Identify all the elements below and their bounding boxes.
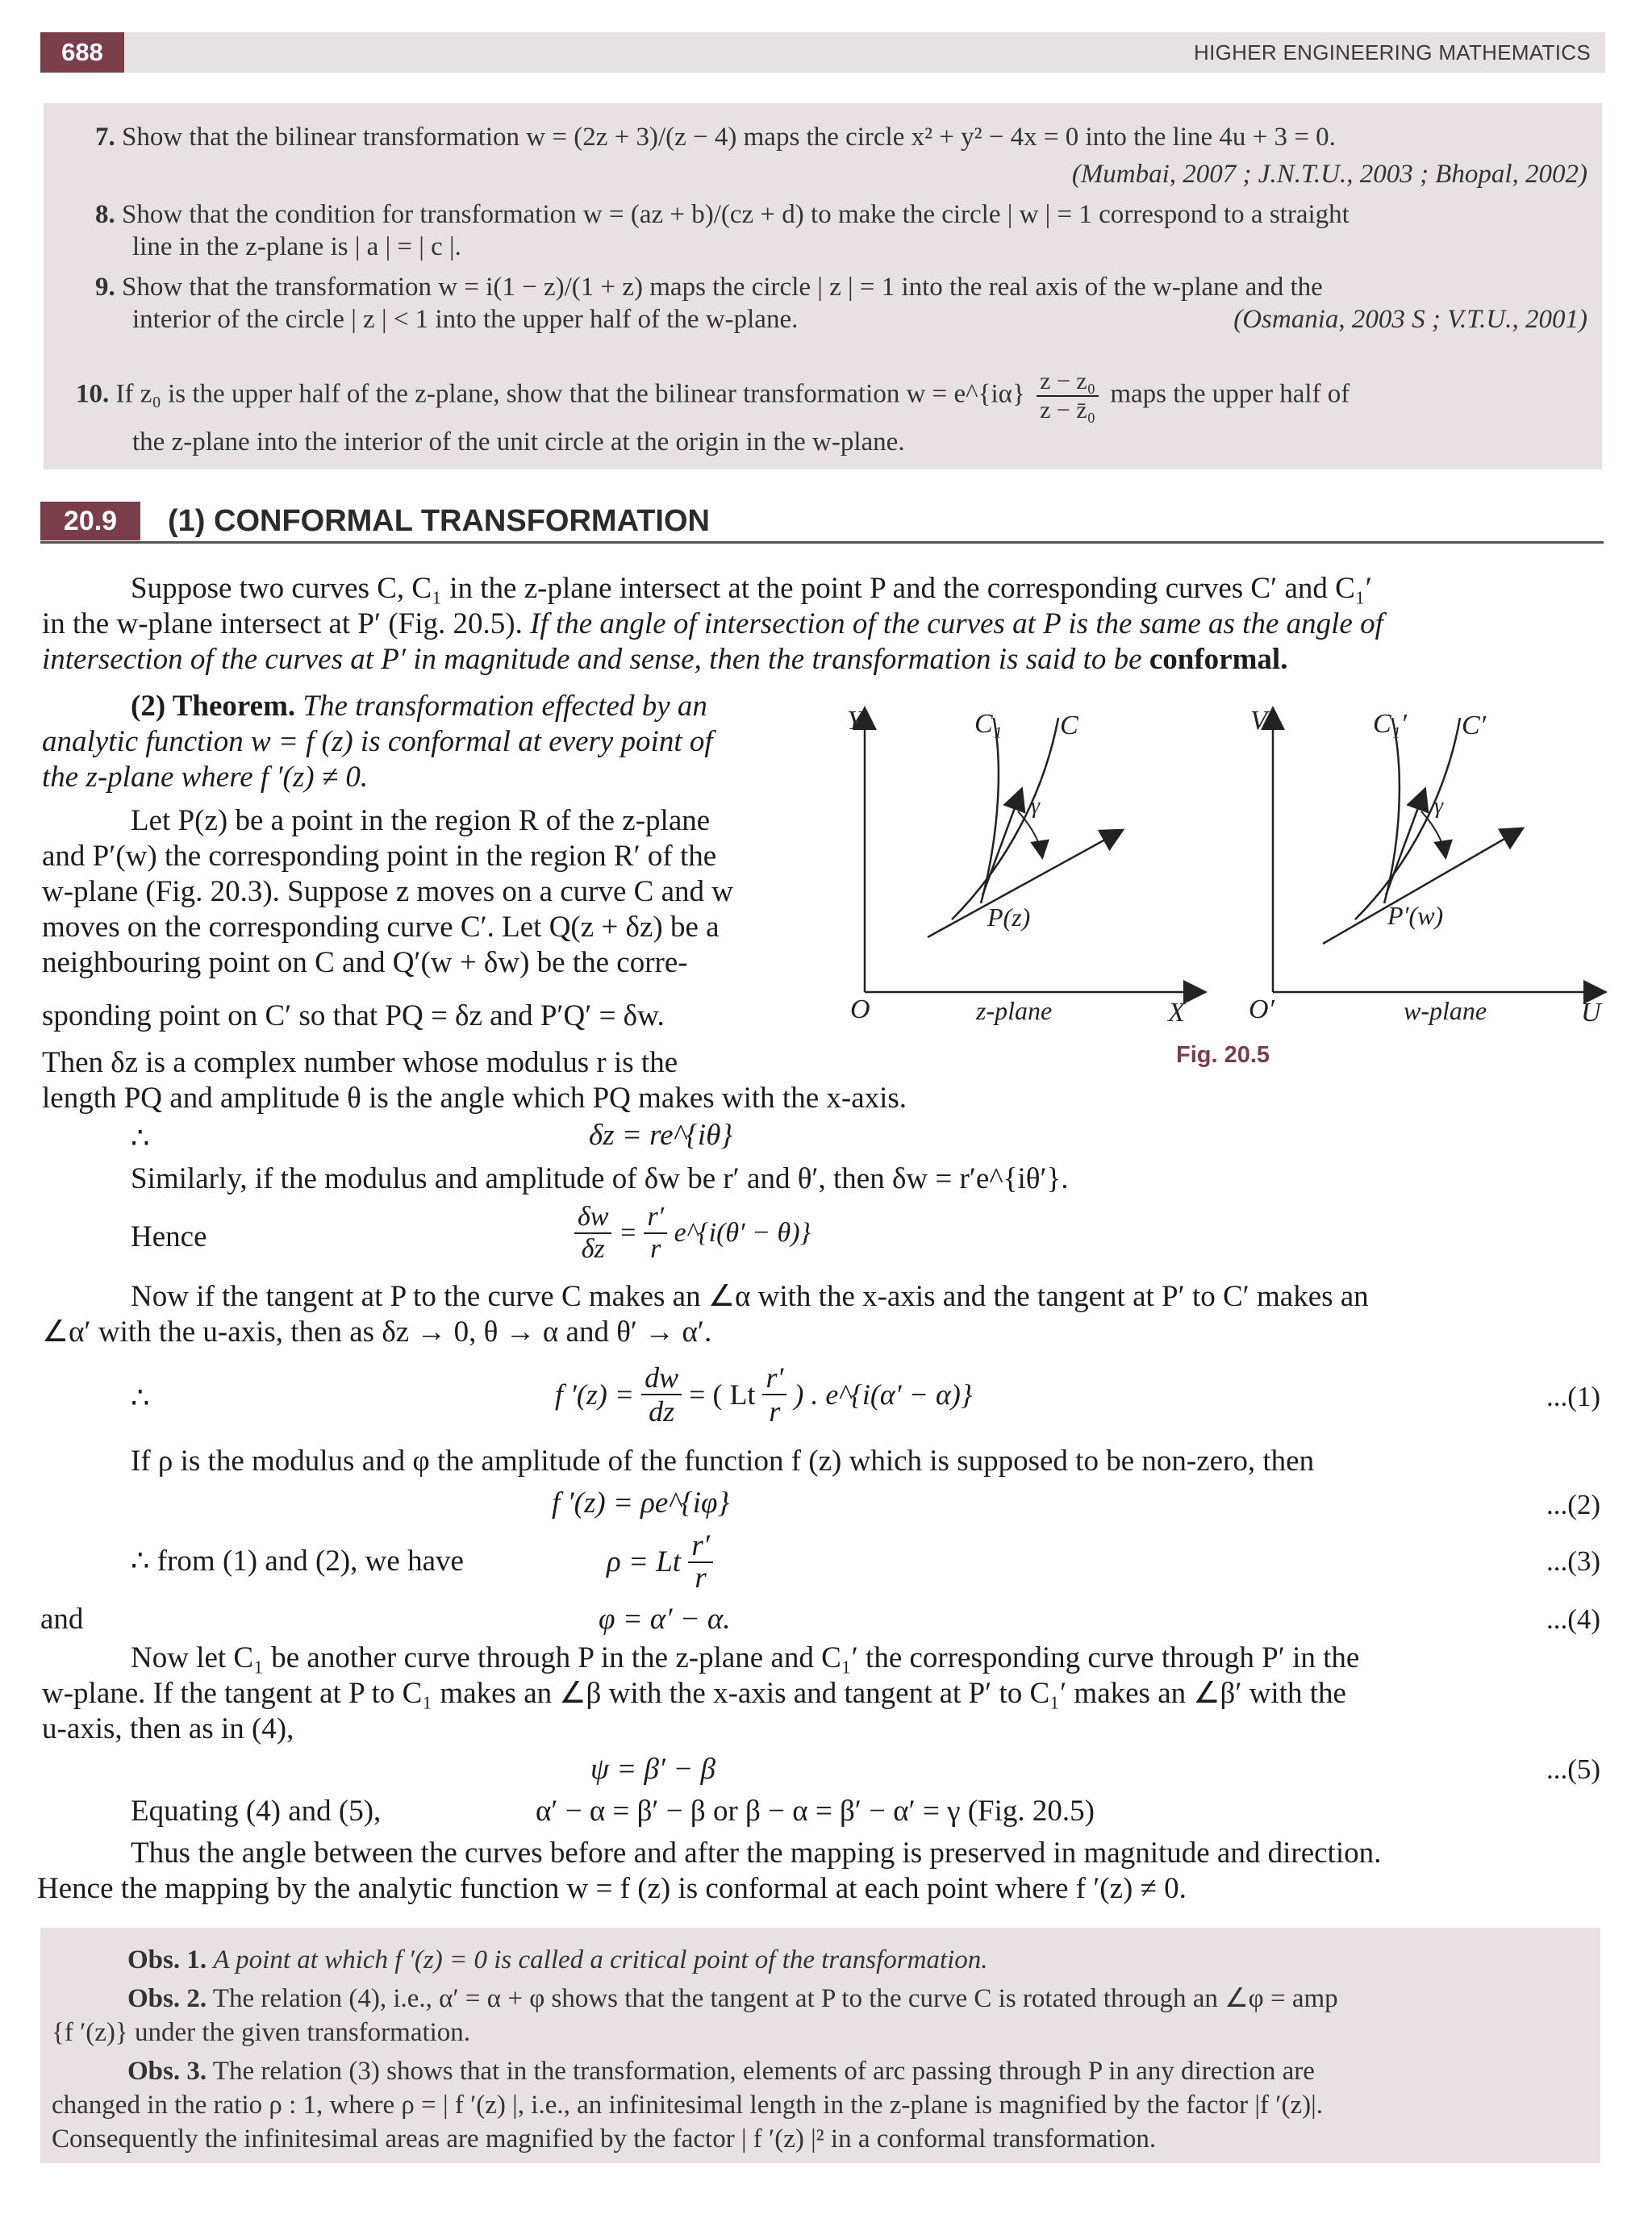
label-x: X [1168, 998, 1185, 1028]
section-heading [40, 502, 1604, 542]
label-c1: C₁ [974, 709, 1003, 739]
figure-caption: Fig. 20.5 [1176, 1042, 1270, 1068]
theorem-line2: analytic function w = f (z) is conformal at every point of [42, 725, 713, 758]
hence-label: Hence [131, 1220, 207, 1253]
para2-line8: length PQ and amplitude θ is the angle which PQ makes with the x-axis. [42, 1082, 907, 1115]
tangent-c1 [982, 790, 1021, 895]
theorem-line3: the z-plane where f ′(z) ≠ 0. [42, 761, 369, 794]
para2-line4: moves on the corresponding curve C′. Let Q(z + δz) be a [42, 911, 720, 944]
therefore-symbol-2: ∴ [131, 1382, 150, 1415]
page-number: 688 [40, 32, 124, 73]
para6-line2: w-plane. If the tangent at P to C₁ makes an ∠β with the x-axis and tangent at P′ to C₁′ makes an ∠β′ with the [42, 1677, 1346, 1710]
equation-4-lead: and [40, 1603, 84, 1636]
para2-line3: w-plane (Fig. 20.3). Suppose z moves on a curve C and w [42, 875, 733, 908]
para2-line2: and P′(w) the corresponding point in the region R′ of the [42, 840, 717, 873]
exercise-8-line2: line in the z-plane is | a | = | c |. [132, 232, 461, 261]
para1-line1: Suppose two curves C, C₁ in the z-plane intersect at the point P and the corresponding curves C′ and C₁′ [131, 572, 1372, 605]
curve-c-prime [1355, 718, 1460, 919]
label-v: V [1250, 706, 1267, 736]
label-w-plane: w-plane [1404, 996, 1487, 1025]
obs-2-line2: {f ′(z)} under the given transformation. [52, 2018, 471, 2047]
para2-line1: Let P(z) be a point in the region R of the z-plane [131, 804, 711, 837]
book-title: HIGHER ENGINEERING MATHEMATICS [1194, 40, 1591, 65]
obs-3-line3: Consequently the infinitesimal areas are magnified by the factor | f ′(z) |² in a conformal transformation. [52, 2124, 1157, 2154]
label-y: Y [847, 706, 862, 736]
label-c-prime: C′ [1462, 711, 1487, 740]
para7-line2: Hence the mapping by the analytic function w = f (z) is conformal at each point where f ′(z) ≠ 0. [37, 1872, 1187, 1905]
equation-2: f ′(z) = ρe^{iφ} [552, 1486, 730, 1520]
exercise-9-source: (Osmania, 2003 S ; V.T.U., 2001) [1233, 305, 1587, 334]
label-gamma-prime: γ [1434, 794, 1444, 819]
exercise-8: 8. Show that the condition for transformation w = (az + b)/(cz + d) to make the circle | w | = 1 correspond to a straight [95, 200, 1350, 229]
label-o-prime: O′ [1249, 994, 1274, 1024]
label-pw: P′(w) [1387, 901, 1444, 930]
equation-2-tag: ...(2) [1546, 1489, 1600, 1520]
para4-line2: ∠α′ with the u-axis, then as δz → 0, θ → α and θ′ → α′. [42, 1315, 712, 1349]
exercise-7-source: (Mumbai, 2007 ; J.N.T.U., 2003 ; Bhopal, 2002) [1071, 160, 1587, 189]
exercise-box [44, 103, 1602, 469]
tangent-c1-prime [1386, 790, 1425, 895]
exercise-10-line2: the z-plane into the interior of the unit circle at the origin in the w-plane. [132, 427, 905, 457]
para2-line7: Then δz is a complex number whose modulus r is the [42, 1046, 678, 1079]
equation-5-tag: ...(5) [1546, 1753, 1600, 1785]
label-pz: P(z) [987, 903, 1031, 932]
section-rule [40, 541, 1604, 544]
curve-c [952, 718, 1058, 919]
label-z-plane: z-plane [976, 996, 1053, 1025]
obs-3: Obs. 3. The relation (3) shows that in the transformation, elements of arc passing through P in any direction are [127, 2057, 1315, 2086]
exercise-10: 10. If z₀ is the upper half of the z-plane, show that the bilinear transformation w = e^{iα} $\frac{\text{z − z₀}}{\text{z − z̄₀}}$ maps the upper half of [76, 368, 1350, 423]
label-c1-prime: C₁′ [1373, 709, 1407, 739]
section-number: 20.9 [40, 502, 140, 540]
figure-20-5 [831, 694, 1613, 1073]
obs-1: Obs. 1. A point at which f ′(z) = 0 is called a critical point of the transformation. [127, 1945, 988, 1974]
label-u: U [1581, 998, 1601, 1028]
section-title: (1) CONFORMAL TRANSFORMATION [168, 504, 710, 538]
para5: If ρ is the modulus and φ the amplitude of the function f (z) which is supposed to be non-zero, then [131, 1445, 1315, 1478]
obs-2: Obs. 2. The relation (4), i.e., α′ = α + φ shows that the tangent at P to the curve C is rotated through an ∠φ = amp [127, 1984, 1338, 2013]
equation-5: ψ = β′ − β [590, 1753, 715, 1786]
para2-line5: neighbouring point on C and Q′(w + δw) be the corre- [42, 946, 688, 979]
equation-3-tag: ...(3) [1546, 1545, 1600, 1577]
exercise-9-line2: interior of the circle | z | < 1 into the upper half of the w-plane. [132, 305, 799, 334]
para3: Similarly, if the modulus and amplitude of δw be r′ and θ′, then δw = r′e^{iθ′}. [131, 1162, 1069, 1195]
equation-4-tag: ...(4) [1546, 1603, 1600, 1635]
running-header [40, 32, 1605, 73]
para6-line1: Now let C₁ be another curve through P in the z-plane and C₁′ the corresponding curve through P′ in the [131, 1641, 1360, 1674]
equation-1: f ′(z) = $\frac{dw}{dz}$ = ( Lt $\frac{r'}{r}$ ) . e^{i(α′ − α)} [555, 1361, 973, 1428]
para1-line3: intersection of the curves at P′ in magnitude and sense, then the transformation is said to be conformal. [42, 643, 1288, 676]
label-o: O [850, 994, 870, 1024]
theorem-line1: (2) Theorem. The transformation effected by an [131, 690, 707, 723]
equation-1-tag: ...(1) [1546, 1381, 1600, 1412]
label-gamma: γ [1031, 794, 1041, 819]
equation-3: ρ = Lt $\frac{r'}{r}$ [607, 1531, 713, 1594]
para4-line1: Now if the tangent at P to the curve C makes an ∠α with the x-axis and the tangent at P′ to C′ makes an [131, 1280, 1369, 1313]
w-plane-diagram [1249, 706, 1604, 1028]
obs-3-line2: changed in the ratio ρ : 1, where ρ = | f ′(z) |, i.e., an infinitesimal length in the z-plane is magnified by the factor |f ′(z)|. [52, 2091, 1323, 2120]
observations-box [40, 1928, 1600, 2163]
equation-4: φ = α′ − α. [599, 1603, 731, 1636]
para1-line2: in the w-plane intersect at P′ (Fig. 20.5). If the angle of intersection of the curves at P is the same as the angle of [42, 607, 1383, 640]
equation-3-lead: ∴ from (1) and (2), we have [131, 1545, 464, 1578]
equation-ratio: $\frac{\delta w}{\delta z}$ = $\frac{r'}{r}$ e^{i(θ′ − θ)} [574, 1202, 811, 1265]
exercise-9: 9. Show that the transformation w = i(1 − z)/(1 + z) maps the circle | z | = 1 into the real axis of the w-plane and the [95, 273, 1323, 302]
label-c: C [1060, 711, 1078, 740]
para7-line1: Thus the angle between the curves before and after the mapping is preserved in magnitude and direction. [131, 1837, 1382, 1870]
exercise-10-fraction: $\frac{\text{z − z₀}}{\text{z − z̄₀}}$ [1037, 368, 1099, 424]
equation-6-lead: Equating (4) and (5), [131, 1795, 382, 1828]
z-plane-diagram [847, 706, 1204, 1028]
therefore-symbol: ∴ [131, 1122, 150, 1155]
para6-line3: u-axis, then as in (4), [42, 1712, 294, 1745]
equation-dz: δz = re^{iθ} [589, 1119, 733, 1152]
para2-line6: sponding point on C′ so that PQ = δz and P′Q′ = δw. [42, 999, 665, 1032]
equation-6: α′ − α = β′ − β or β − α = β′ − α′ = γ (Fig. 20.5) [536, 1795, 1095, 1828]
exercise-7: 7. Show that the bilinear transformation w = (2z + 3)/(z − 4) maps the circle x² + y² − 4x = 0 into the line 4u + 3 = 0. [95, 123, 1336, 152]
